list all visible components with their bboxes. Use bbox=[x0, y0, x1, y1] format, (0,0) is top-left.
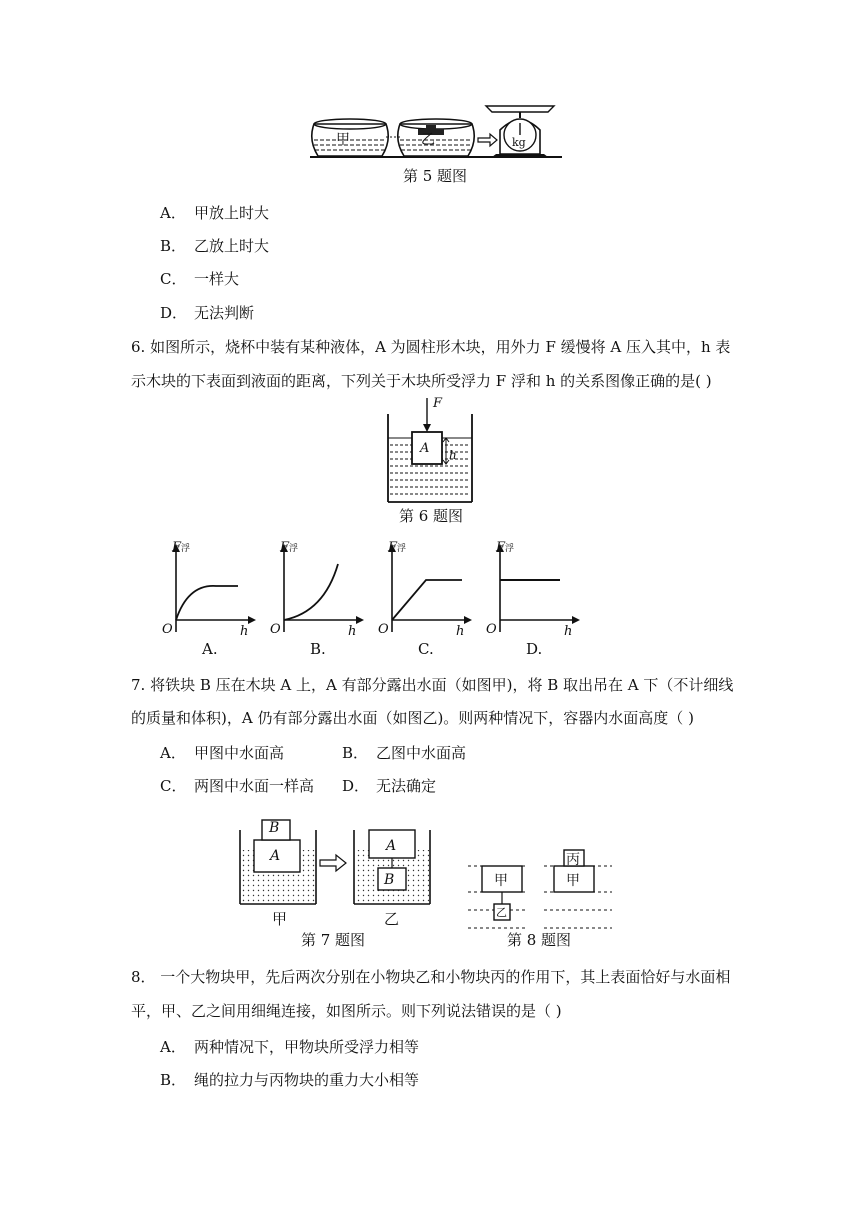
q8-fig-label-jia-right: 甲 bbox=[566, 873, 580, 889]
q5-option-c: C． 一样大 bbox=[160, 270, 240, 288]
q7-figure bbox=[232, 814, 438, 914]
q6-fig-label-h: h bbox=[449, 448, 457, 462]
q7-option-d: D． 无法确定 bbox=[342, 777, 437, 795]
q6-graph-b-ylabel: F bbox=[280, 540, 290, 555]
q7-fig-label-b1: B bbox=[269, 820, 280, 836]
q6-graph-a: F浮 O h A. bbox=[160, 540, 260, 662]
q6-fig-label-f: F bbox=[433, 396, 443, 411]
q6-graph-d-xlabel: h bbox=[564, 624, 573, 639]
q7-option-c: C． 两图中水面一样高 bbox=[160, 777, 315, 795]
q6-graph-a-origin: O bbox=[162, 622, 173, 637]
q6-graph-d-origin: O bbox=[486, 622, 497, 637]
q6-graph-a-xlabel: h bbox=[240, 624, 249, 639]
q5-fig-label-kg: kg bbox=[512, 136, 526, 149]
q8-option-a: A． 两种情况下，甲物块所受浮力相等 bbox=[160, 1038, 420, 1056]
q6-graph-b-xlabel: h bbox=[348, 624, 357, 639]
q7-fig-label-a1: A bbox=[270, 848, 281, 864]
q7-option-a: A． 甲图中水面高 bbox=[160, 744, 285, 762]
q5-option-b: B． 乙放上时大 bbox=[160, 237, 270, 255]
q6-graph-d-label: D. bbox=[526, 640, 543, 658]
q6-graph-group bbox=[160, 540, 590, 662]
q6-figure-caption: 第 6 题图 bbox=[398, 507, 464, 525]
q6-graph-c-label: C. bbox=[418, 640, 434, 658]
q6-graph-c-ylabel: F bbox=[388, 540, 398, 555]
q7-fig-label-a2: A bbox=[386, 838, 397, 854]
q6-graph-b-origin: O bbox=[270, 622, 281, 637]
q7-stem-line-1: 7. 将铁块 B 压在木块 A 上，A 有部分露出水面（如图甲)，将 B 取出吊在 A 下（不计细线 bbox=[131, 676, 734, 694]
q5-fig-label-yi: 乙 bbox=[421, 132, 435, 148]
q6-graph-d: F浮 O h D. bbox=[484, 540, 584, 662]
q7-fig-label-jia: 甲 bbox=[272, 910, 288, 928]
q7-fig-label-b2: B bbox=[384, 872, 395, 888]
q7-option-b: B． 乙图中水面高 bbox=[342, 744, 467, 762]
q7-stem-line-2: 的质量和体积)，A 仍有部分露出水面（如图乙)。则两种情况下，容器内水面高度（ ) bbox=[131, 709, 694, 727]
q6-graph-a-ylabel: F bbox=[172, 540, 182, 555]
q6-fig-label-a: A bbox=[420, 441, 430, 456]
q7-fig-label-yi: 乙 bbox=[384, 910, 400, 928]
q7-figure-caption: 第 7 题图 bbox=[300, 931, 366, 949]
q8-stem-line-1: 8． 一个大物块甲，先后两次分别在小物块乙和小物块丙的作用下，其上表面恰好与水面相 bbox=[131, 968, 731, 986]
q6-beaker-figure bbox=[380, 396, 480, 506]
q6-graph-c-xlabel: h bbox=[456, 624, 465, 639]
q8-stem-line-2: 平，甲、乙之间用细绳连接，如图所示。则下列说法错误的是（ ) bbox=[131, 1002, 562, 1020]
q8-figure bbox=[466, 848, 616, 932]
q6-graph-b: F浮 O h B. bbox=[268, 540, 368, 662]
q6-graph-b-label: B. bbox=[310, 640, 326, 658]
q5-fig-label-jia: 甲 bbox=[336, 132, 350, 148]
q8-option-b: B． 绳的拉力与丙物块的重力大小相等 bbox=[160, 1071, 420, 1089]
q5-option-d: D． 无法判断 bbox=[160, 304, 255, 322]
q6-graph-d-ylabel: F bbox=[496, 540, 506, 555]
q8-fig-label-jia-left: 甲 bbox=[494, 873, 508, 889]
q8-fig-label-yi: 乙 bbox=[496, 906, 507, 919]
q6-graph-c: F浮 O h C. bbox=[376, 540, 476, 662]
q6-stem-line-1: 6. 如图所示，烧杯中装有某种液体，A 为圆柱形木块，用外力 F 缓慢将 A 压入其中，h 表 bbox=[131, 338, 731, 356]
q5-figure-caption: 第 5 题图 bbox=[402, 167, 468, 185]
q6-graph-a-label: A. bbox=[202, 640, 218, 658]
q6-graph-c-origin: O bbox=[378, 622, 389, 637]
q8-fig-label-bing: 丙 bbox=[566, 852, 580, 868]
q6-stem-line-2: 示木块的下表面到液面的距离，下列关于木块所受浮力 F 浮和 h 的关系图像正确的是( ) bbox=[131, 372, 712, 390]
q8-figure-caption: 第 8 题图 bbox=[506, 931, 572, 949]
q5-option-a: A． 甲放上时大 bbox=[160, 204, 270, 222]
